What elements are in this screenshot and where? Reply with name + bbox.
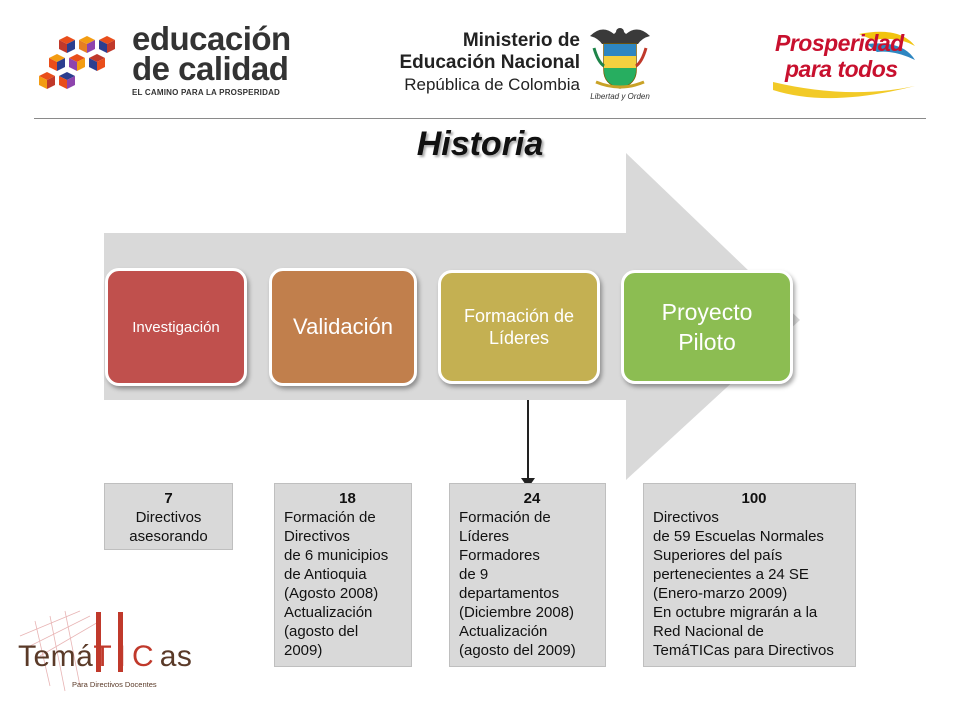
info-box-7 bbox=[104, 483, 233, 550]
tematicas-post: as bbox=[159, 640, 193, 673]
ministerio-line2: Educación Nacional bbox=[399, 52, 580, 73]
info-number: 7 bbox=[164, 490, 173, 507]
info-line: 2009) bbox=[284, 642, 323, 659]
info-line: (Agosto 2008) bbox=[284, 585, 379, 602]
info-box-18 bbox=[274, 483, 412, 667]
info-line: Directivos bbox=[135, 509, 202, 526]
connector-line bbox=[527, 400, 529, 482]
info-line: Formación de bbox=[284, 509, 376, 526]
prosperidad-line1: Prosperidad bbox=[775, 30, 904, 56]
info-line: En octubre migrarán a la bbox=[653, 604, 818, 621]
info-line: Formación de bbox=[459, 509, 551, 526]
info-line: (Diciembre 2008) bbox=[459, 604, 575, 621]
info-line: Directivos bbox=[284, 528, 350, 545]
info-number: 24 bbox=[523, 490, 541, 507]
tematicas-logo bbox=[10, 606, 193, 698]
info-line: Actualización bbox=[284, 604, 373, 621]
ministerio-line1: Ministerio de bbox=[462, 30, 580, 51]
info-number: 18 bbox=[339, 490, 356, 507]
stage-label: Investigación bbox=[132, 318, 220, 336]
stage-label: Validación bbox=[293, 314, 393, 339]
tematicas-tic: TIC bbox=[93, 640, 160, 673]
info-line: Red Nacional de bbox=[653, 623, 764, 640]
info-line: TemáTICas para Directivos bbox=[653, 642, 834, 659]
edu-logo-line1: educación bbox=[132, 20, 291, 57]
info-line: Directivos bbox=[653, 509, 719, 526]
tematicas-pre: Temá bbox=[18, 640, 94, 673]
stage-investigacion bbox=[105, 268, 247, 386]
edu-logo-slogan: EL CAMINO PARA LA PROSPERIDAD bbox=[132, 88, 281, 97]
info-line: departamentos bbox=[459, 585, 560, 602]
page-title: Historia bbox=[416, 125, 544, 163]
stage-label: Líderes bbox=[488, 328, 550, 348]
stage-label: Proyecto bbox=[661, 299, 753, 325]
info-line: de 59 Escuelas Normales bbox=[653, 528, 824, 545]
stage-proyecto-piloto bbox=[621, 270, 793, 384]
info-box-24 bbox=[449, 483, 606, 667]
info-line: Superiores del país bbox=[653, 547, 783, 564]
stage-validacion bbox=[269, 268, 417, 386]
info-line: pertenecientes a 24 SE bbox=[653, 566, 809, 583]
ministerio-line3: República de Colombia bbox=[404, 75, 580, 94]
info-line: de Antioquia bbox=[284, 566, 367, 583]
info-line: asesorando bbox=[129, 528, 208, 545]
info-line: de 9 bbox=[459, 566, 489, 583]
escudo-motto: Libertad y Orden bbox=[590, 92, 650, 101]
tematicas-subtitle: Para Directivos Docentes bbox=[72, 680, 157, 689]
info-line: Actualización bbox=[459, 623, 548, 640]
info-line: (agosto del 2009) bbox=[459, 642, 576, 659]
info-line: (agosto del bbox=[284, 623, 359, 640]
info-box-100 bbox=[643, 483, 856, 667]
tematicas-brand bbox=[18, 640, 192, 674]
stage-label: Piloto bbox=[678, 329, 736, 355]
info-line: de 6 municipios bbox=[284, 547, 389, 564]
stage-formacion-lideres bbox=[438, 270, 600, 384]
edu-logo-line2: de calidad bbox=[132, 50, 289, 87]
prosperidad-line2: para todos bbox=[785, 56, 898, 82]
info-line: Formadores bbox=[459, 547, 540, 564]
info-number: 100 bbox=[741, 490, 767, 507]
info-line: (Enero-marzo 2009) bbox=[653, 585, 788, 602]
info-line: Líderes bbox=[459, 528, 510, 545]
stage-label: Formación de bbox=[463, 306, 575, 326]
